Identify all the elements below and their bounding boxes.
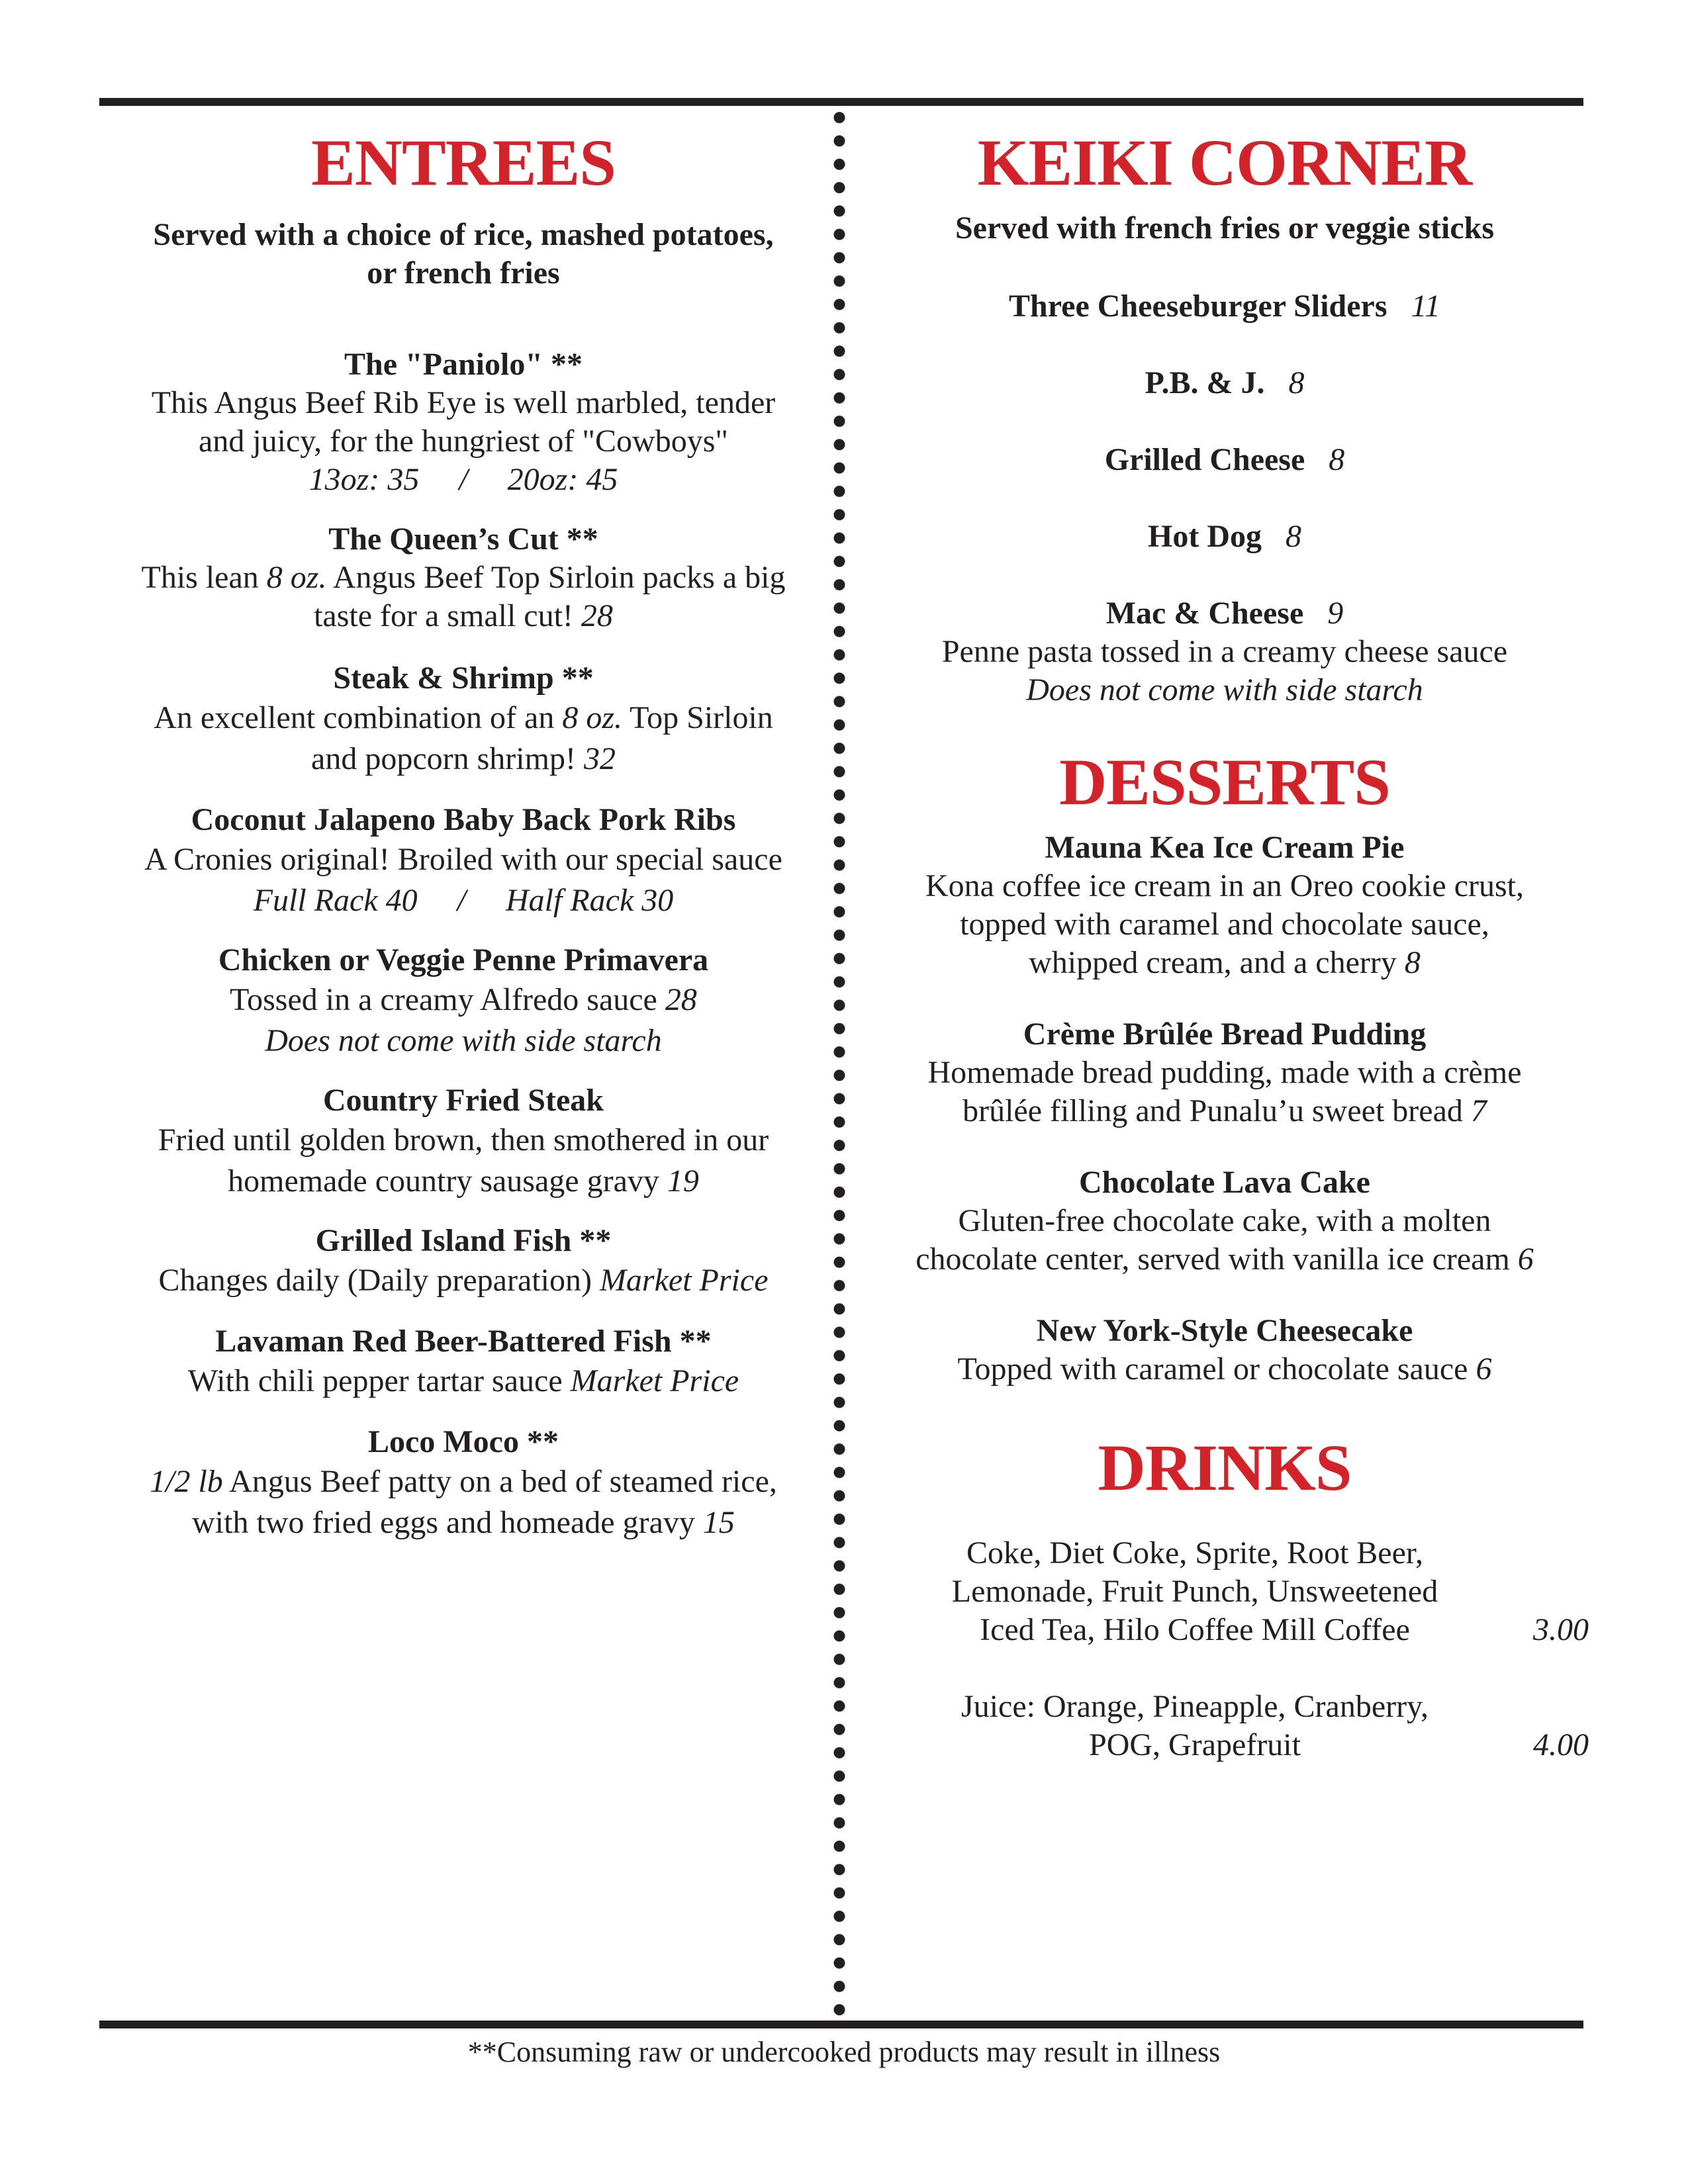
item-description	[861, 1350, 1589, 1388]
keiki-title: KEIKI CORNER	[977, 126, 1472, 199]
item-price: 9	[1327, 596, 1344, 631]
item-name-row	[861, 594, 1589, 633]
item-name: Crème Brûlée Bread Pudding	[1023, 1017, 1427, 1052]
item-name: Grilled Cheese	[1104, 442, 1305, 477]
entrees-section	[99, 106, 827, 1543]
item-description	[99, 1161, 827, 1202]
menu-item	[861, 1163, 1589, 1279]
item-description	[99, 1461, 827, 1502]
item-price: 15	[702, 1505, 735, 1540]
item-price: 8	[1329, 442, 1345, 477]
entrees-title: ENTREES	[311, 126, 616, 199]
menu-item	[99, 801, 827, 921]
item-name: Coconut Jalapeno Baby Back Pork Ribs	[191, 802, 736, 837]
text-span: chocolate center, served with vanilla ice cream	[915, 1242, 1518, 1277]
item-price: 7	[1470, 1093, 1487, 1128]
menu-item	[861, 829, 1589, 982]
disclaimer-footer: **Consuming raw or undercooked products may result in illness	[467, 2036, 1221, 2068]
menu-item	[99, 941, 827, 1062]
item-description: This Angus Beef Rib Eye is well marbled, tender	[151, 385, 776, 420]
item-name: P.B. & J.	[1145, 365, 1265, 400]
item-description: Fried until golden brown, then smothered in our	[158, 1122, 769, 1158]
item-description	[99, 698, 827, 739]
text-span: With chili pepper tartar sauce	[187, 1363, 571, 1398]
item-description	[99, 1502, 827, 1543]
item-price: 28	[581, 598, 613, 633]
menu-item	[99, 1322, 827, 1402]
text-span: Angus Beef patty on a bed of steamed rice,	[222, 1464, 777, 1499]
drinks-row	[897, 1534, 1589, 1572]
bottom-rule	[99, 2021, 1583, 2028]
text-span: whipped cream, and a cherry	[1029, 945, 1405, 980]
drinks-list	[861, 1534, 1589, 1764]
item-description	[99, 739, 827, 780]
menu-item	[861, 441, 1589, 479]
menu-item	[861, 518, 1589, 556]
entrees-subtitle-line2: or french fries	[367, 255, 560, 291]
item-name: Grilled Island Fish **	[315, 1223, 612, 1258]
item-name: The Queen’s Cut **	[328, 522, 598, 557]
text-span: 8 oz.	[562, 700, 623, 735]
item-description: Homemade bread pudding, made with a crème	[927, 1055, 1522, 1090]
text-span: brûlée filling and Punalu’u sweet bread	[962, 1093, 1471, 1128]
menu-item	[861, 364, 1589, 402]
item-note: Does not come with side starch	[265, 1023, 662, 1058]
item-name: Mauna Kea Ice Cream Pie	[1045, 830, 1405, 865]
text-span: and popcorn shrimp!	[311, 741, 584, 776]
item-name: Country Fried Steak	[323, 1083, 604, 1118]
item-price: 6	[1476, 1351, 1492, 1387]
menu-item	[99, 659, 827, 780]
item-description	[861, 944, 1589, 982]
item-description	[861, 1092, 1589, 1130]
text-span: 8 oz.	[266, 560, 327, 595]
drink-line: Coke, Diet Coke, Sprite, Root Beer,	[966, 1535, 1423, 1570]
menu-item	[99, 1222, 827, 1301]
item-price: Full Rack 40 / Half Rack 30	[253, 883, 674, 918]
item-price: 19	[667, 1163, 699, 1199]
entrees-subtitle-line1: Served with a choice of rice, mashed potatoes,	[153, 217, 774, 252]
item-price: Market Price	[570, 1363, 739, 1398]
text-span: This lean	[141, 560, 267, 595]
drink-line: Lemonade, Fruit Punch, Unsweetened	[951, 1574, 1438, 1609]
item-price: 8	[1404, 945, 1421, 980]
drinks-title: DRINKS	[1098, 1431, 1352, 1504]
item-price: 13oz: 35 / 20oz: 45	[308, 462, 618, 497]
item-description: Gluten-free chocolate cake, with a molten	[958, 1203, 1491, 1238]
drink-price: 3.00	[1533, 1612, 1589, 1647]
item-price: 6	[1517, 1242, 1534, 1277]
item-name: Mac & Cheese	[1105, 596, 1304, 631]
text-span: Topped with caramel or chocolate sauce	[957, 1351, 1476, 1387]
keiki-subtitle: Served with french fries or veggie sticks	[955, 210, 1495, 246]
right-column	[861, 106, 1589, 1764]
item-name: Three Cheeseburger Sliders	[1009, 289, 1387, 324]
text-span: An excellent combination of an	[154, 700, 563, 735]
drink-line: POG, Grapefruit	[1089, 1727, 1301, 1762]
item-note: Does not come with side starch	[1026, 672, 1423, 707]
item-name: Lavaman Red Beer-Battered Fish **	[215, 1324, 712, 1359]
item-price: 11	[1411, 289, 1440, 324]
item-description: topped with caramel and chocolate sauce,	[960, 907, 1489, 942]
menu-item	[861, 287, 1589, 326]
text-span: 1/2 lb	[150, 1464, 223, 1499]
item-name: Hot Dog	[1148, 519, 1262, 554]
entrees-subtitle	[99, 216, 827, 293]
drink-line: Juice: Orange, Pineapple, Cranberry,	[961, 1689, 1429, 1724]
item-name: New York-Style Cheesecake	[1036, 1313, 1413, 1348]
text-span: Top Sirloin	[622, 700, 773, 735]
item-description: A Cronies original! Broiled with our special sauce	[144, 842, 782, 877]
item-price: 32	[583, 741, 616, 776]
item-description	[99, 597, 827, 635]
drinks-row	[897, 1726, 1589, 1764]
item-description	[99, 1260, 827, 1301]
drinks-row	[897, 1572, 1589, 1611]
item-price: Market Price	[599, 1263, 769, 1298]
item-description	[99, 979, 827, 1021]
drinks-row	[897, 1611, 1589, 1649]
item-description: Penne pasta tossed in a creamy cheese sauce	[941, 634, 1508, 669]
item-price: 8	[1285, 519, 1301, 554]
menu-item	[99, 520, 827, 635]
text-span: Changes daily (Daily preparation)	[158, 1263, 600, 1298]
item-description	[99, 1361, 827, 1402]
item-price: 28	[665, 982, 697, 1017]
dotted-divider	[833, 106, 845, 2021]
item-name: Chicken or Veggie Penne Primavera	[218, 942, 709, 978]
drinks-row	[897, 1688, 1589, 1726]
menu-item	[861, 1312, 1589, 1388]
item-description: Kona coffee ice cream in an Oreo cookie crust,	[925, 868, 1524, 903]
menu-item	[861, 594, 1589, 709]
text-span: homemade country sausage gravy	[228, 1163, 667, 1199]
menu-item	[99, 345, 827, 499]
menu-item	[99, 1423, 827, 1543]
item-name: Loco Moco **	[368, 1424, 559, 1459]
item-name: The "Paniolo" **	[344, 347, 583, 382]
text-span: Angus Beef Top Sirloin packs a big	[326, 560, 786, 595]
item-name: Chocolate Lava Cake	[1079, 1165, 1370, 1200]
item-price: 8	[1288, 365, 1305, 400]
drink-price: 4.00	[1533, 1727, 1589, 1762]
menu-item	[99, 1081, 827, 1202]
drink-line: Iced Tea, Hilo Coffee Mill Coffee	[980, 1612, 1410, 1647]
text-span: taste for a small cut!	[314, 598, 581, 633]
text-span: Tossed in a creamy Alfredo sauce	[230, 982, 665, 1017]
top-rule	[99, 98, 1583, 106]
item-name: Steak & Shrimp **	[333, 660, 594, 696]
desserts-title: DESSERTS	[1059, 745, 1390, 819]
item-description	[861, 1240, 1589, 1279]
menu-item	[861, 1015, 1589, 1130]
item-description: and juicy, for the hungriest of "Cowboys"	[199, 424, 728, 459]
text-span: with two fried eggs and homeade gravy	[192, 1505, 703, 1540]
item-description	[99, 559, 827, 597]
